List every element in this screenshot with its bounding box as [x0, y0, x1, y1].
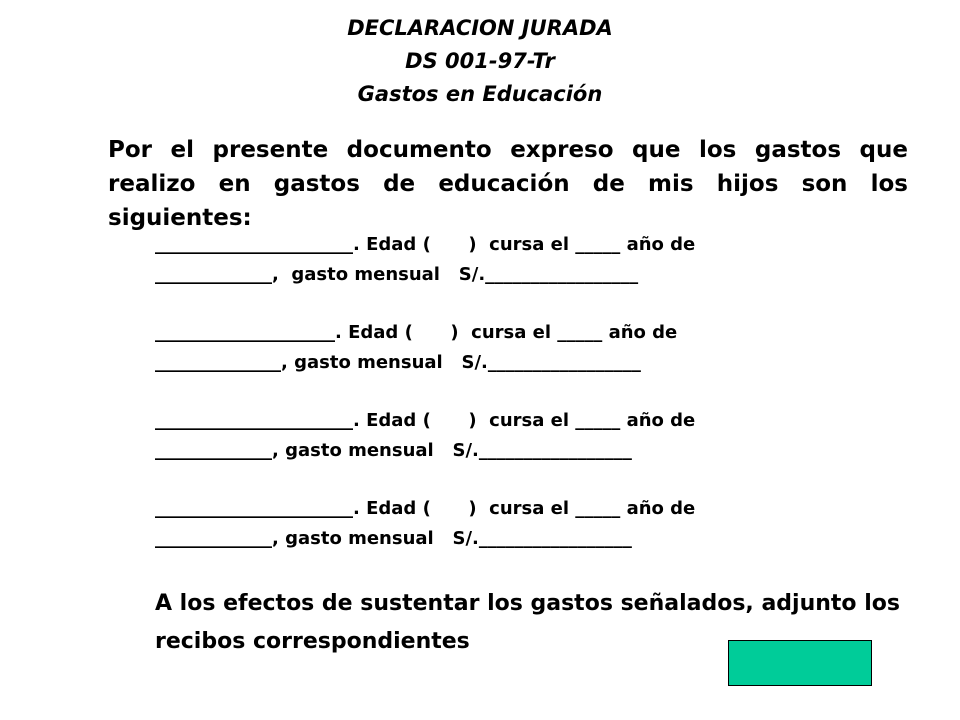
decree-reference: DS 001-97-Tr	[405, 49, 555, 73]
expense-entry	[155, 494, 915, 554]
document-header	[0, 12, 960, 111]
expense-entry	[155, 230, 915, 290]
entry-line-expense: _____________, gasto mensual S/._________________	[155, 528, 632, 549]
entry-line-expense: _____________, gasto mensual S/._________________	[155, 440, 632, 461]
document-subject: Gastos en Educación	[357, 82, 603, 106]
expense-entry	[155, 406, 915, 466]
intro-paragraph: Por el presente documento expreso que los gastos que realizo en gastos de educación de mis hijos son los siguientes:	[108, 137, 908, 231]
expense-entries	[155, 230, 915, 582]
entry-line-name-age: ______________________. Edad ( ) cursa el _____ año de	[155, 234, 696, 255]
closing-paragraph: A los efectos de sustentar los gastos señalados, adjunto los recibos correspondientes	[155, 591, 900, 654]
entry-line-name-age: ______________________. Edad ( ) cursa el _____ año de	[155, 410, 696, 431]
expense-entry	[155, 318, 915, 378]
entry-line-name-age: ____________________. Edad ( ) cursa el _____ año de	[155, 322, 678, 343]
entry-line-expense: _____________, gasto mensual S/._________________	[155, 264, 639, 285]
entry-line-expense: ______________, gasto mensual S/._________________	[155, 352, 641, 373]
entry-line-name-age: ______________________. Edad ( ) cursa el _____ año de	[155, 498, 696, 519]
document-title: DECLARACION JURADA	[347, 16, 613, 40]
green-action-box[interactable]	[728, 640, 872, 686]
